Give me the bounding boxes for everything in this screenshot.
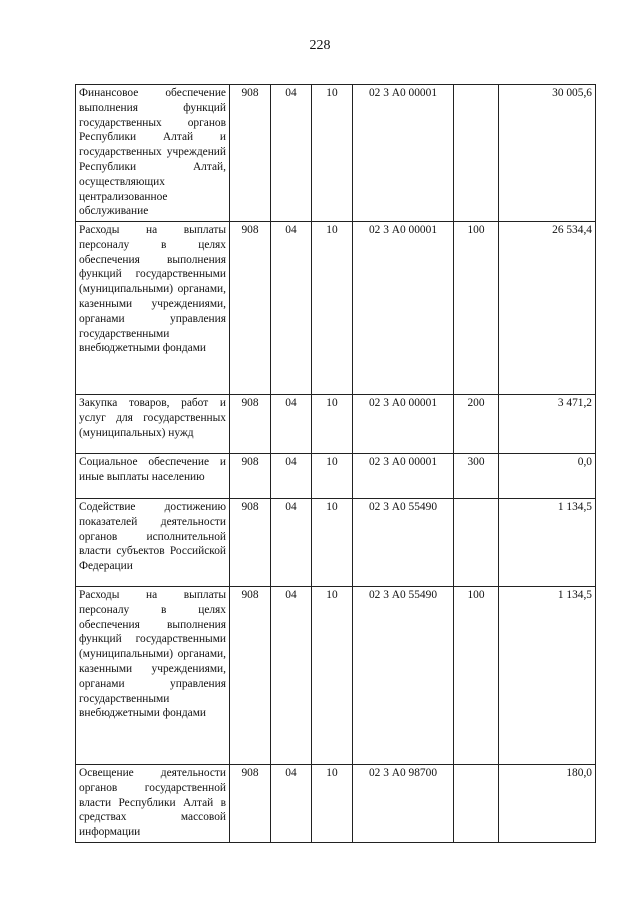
- row-name: Закупка товаров, работ и услуг для государственных (муниципальных) нужд: [76, 395, 230, 454]
- section-code: 04: [271, 395, 312, 454]
- target-article-code: 02 3 А0 00001: [353, 85, 454, 222]
- subsection-code: 10: [312, 587, 353, 765]
- section-code: 04: [271, 85, 312, 222]
- subsection-code: 10: [312, 85, 353, 222]
- table-row: [76, 222, 596, 395]
- expense-type-code: 100: [454, 222, 499, 395]
- section-code: 04: [271, 454, 312, 499]
- row-name: Освещение деятельности органов государственной власти Республики Алтай в средствах массовой информации: [76, 765, 230, 843]
- amount: 1 134,5: [499, 587, 596, 765]
- section-code: 04: [271, 587, 312, 765]
- amount: 3 471,2: [499, 395, 596, 454]
- budget-table: [75, 84, 596, 843]
- subsection-code: 10: [312, 395, 353, 454]
- amount: 26 534,4: [499, 222, 596, 395]
- expense-type-code: 100: [454, 587, 499, 765]
- target-article-code: 02 3 А0 55490: [353, 587, 454, 765]
- target-article-code: 02 3 А0 00001: [353, 222, 454, 395]
- amount: 30 005,6: [499, 85, 596, 222]
- ministry-code: 908: [230, 454, 271, 499]
- ministry-code: 908: [230, 499, 271, 587]
- section-code: 04: [271, 765, 312, 843]
- expense-type-code: [454, 765, 499, 843]
- row-name: Расходы на выплаты персоналу в целях обеспечения выполнения функций государственными (муниципальными) органами, казенными учреждениями, органами управления государственными внебюджетными фондами: [76, 222, 230, 395]
- ministry-code: 908: [230, 587, 271, 765]
- row-name: Финансовое обеспечение выполнения функций государственных органов Республики Алтай и государственных учреждений Республики Алтай, осуществляющих централизованное обслуживание: [76, 85, 230, 222]
- expense-type-code: [454, 85, 499, 222]
- amount: 180,0: [499, 765, 596, 843]
- table-row: [76, 85, 596, 222]
- ministry-code: 908: [230, 85, 271, 222]
- table-row: [76, 765, 596, 843]
- target-article-code: 02 3 А0 55490: [353, 499, 454, 587]
- amount: 1 134,5: [499, 499, 596, 587]
- page-number: 228: [309, 38, 331, 53]
- row-name: Содействие достижению показателей деятельности органов исполнительной власти субъектов Российской Федерации: [76, 499, 230, 587]
- target-article-code: 02 3 А0 98700: [353, 765, 454, 843]
- amount: 0,0: [499, 454, 596, 499]
- subsection-code: 10: [312, 454, 353, 499]
- subsection-code: 10: [312, 222, 353, 395]
- section-code: 04: [271, 499, 312, 587]
- subsection-code: 10: [312, 765, 353, 843]
- row-name: Социальное обеспечение и иные выплаты населению: [76, 454, 230, 499]
- ministry-code: 908: [230, 222, 271, 395]
- expense-type-code: 200: [454, 395, 499, 454]
- subsection-code: 10: [312, 499, 353, 587]
- ministry-code: 908: [230, 395, 271, 454]
- expense-type-code: [454, 499, 499, 587]
- table-row: [76, 499, 596, 587]
- target-article-code: 02 3 А0 00001: [353, 454, 454, 499]
- row-name: Расходы на выплаты персоналу в целях обеспечения выполнения функций государственными (муниципальными) органами, казенными учреждениями, органами управления государственными внебюджетными фондами: [76, 587, 230, 765]
- table-row: [76, 587, 596, 765]
- expense-type-code: 300: [454, 454, 499, 499]
- section-code: 04: [271, 222, 312, 395]
- target-article-code: 02 3 А0 00001: [353, 395, 454, 454]
- table-row: [76, 454, 596, 499]
- ministry-code: 908: [230, 765, 271, 843]
- table-row: [76, 395, 596, 454]
